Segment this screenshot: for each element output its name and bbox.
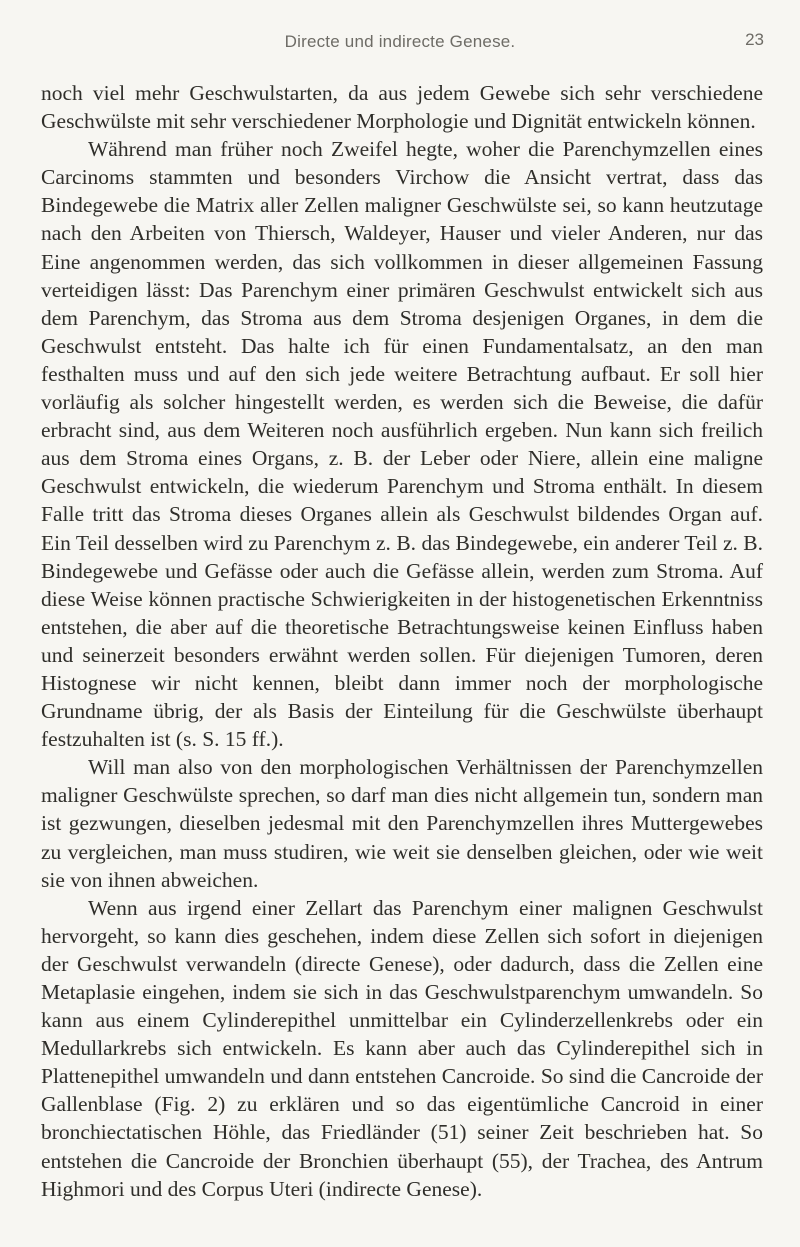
paragraph-continuation: noch viel mehr Geschwulstarten, da aus jedem Gewebe sich sehr verschiedene Geschwülste mit sehr verschiedener Morphologie und Dignität entwickeln können. — [41, 81, 763, 134]
page-number: 23 — [745, 30, 764, 49]
running-head — [0, 24, 800, 54]
paragraph-genesis: Wenn aus irgend einer Zellart das Parenchym einer malignen Geschwulst hervorgeht, so kann dies geschehen, indem diese Zellen sich sofort in diejenigen der Geschwulst verwandeln (directe Genese), oder dadurch, dass die Zellen eine Metaplasie eingehen, indem sie sich in das Geschwulstparenchym umwandeln. So kann aus einem Cylinderepithel unmittelbar ein Cylinderzellenkrebs oder ein Medullarkrebs sich entwickeln. Es kann aber auch das Cylinderepithel sich in Plattenepithel umwandeln und dann entstehen Cancroide. So sind die Cancroide der Gallenblase (Fig. 2) zu erklären und so das eigentümliche Cancroid in einer bronchiectatischen Höhle, das Friedländer (51) seiner Zeit beschrieben hat. So entstehen die Cancroide der Bronchien überhaupt (55), der Trachea, des Antrum Highmori und des Corpus Uteri (indirecte Genese). — [41, 895, 763, 1201]
paragraph-parenchym-origin: Während man früher noch Zweifel hegte, woher die Parenchymzellen eines Carcinoms stammten und besonders Virchow die Ansicht vertrat, dass das Bindegewebe die Matrix aller Zellen maligner Geschwülste sei, so kann heutzutage nach den Arbeiten von Thiersch, Waldeyer, Hauser und vieler Anderen, nur das Eine angenommen werden, das sich vollkommen in dieser allgemeinen Fassung verteidigen lässt: Das Parenchym einer primären Geschwulst entwickelt sich aus dem Parenchym, das Stroma aus dem Stroma desjenigen Organes, in dem die Geschwulst entsteht. Das halte ich für einen Fundamentalsatz, an den man festhalten muss und auf den sich jede weitere Betrachtung aufbaut. Er soll hier vorläufig als solcher hingestellt werden, es werden sich die Beweise, die dafür erbracht sind, aus dem Weiteren noch ausführlich ergeben. Nun kann sich freilich aus dem Stroma eines Organs, z. B. der Leber oder Niere, allein eine maligne Geschwulst entwickeln, die wiederum Parenchym und Stroma enthält. In diesem Falle tritt das Stroma dieses Organes allein als Geschwulst bildendes Organ auf. Ein Teil desselben wird zu Parenchym z. B. das Bindegewebe, ein anderer Teil z. B. Bindegewebe und Gefässe oder auch die Gefässe allein, werden zum Stroma. Auf diese Weise können practische Schwierigkeiten in der histogenetischen Erkenntniss entstehen, die aber auf die theoretische Betrachtungsweise keinen Einfluss haben und seinerzeit besonders erwähnt werden sollen. Für diejenigen Tumoren, deren Histognese wir nicht kennen, bleibt dann immer noch der morphologische Grundname übrig, der als Basis der Einteilung für die Geschwülste überhaupt festzuhalten ist (s. S. 15 ff.). — [41, 137, 763, 752]
paragraph-morphology-comparison: Will man also von den morphologischen Verhältnissen der Parenchymzellen maligner Geschwülste sprechen, so darf man dies nicht allgemein tun, sondern man ist gezwungen, dieselben jedesmal mit den Parenchymzellen ihres Muttergewebes zu vergleichen, man muss studiren, wie weit sie denselben gleichen, oder wie weit sie von ihnen abweichen. — [41, 755, 763, 892]
body-text — [41, 79, 763, 1203]
running-title: Directe und indirecte Genese. — [284, 32, 516, 51]
